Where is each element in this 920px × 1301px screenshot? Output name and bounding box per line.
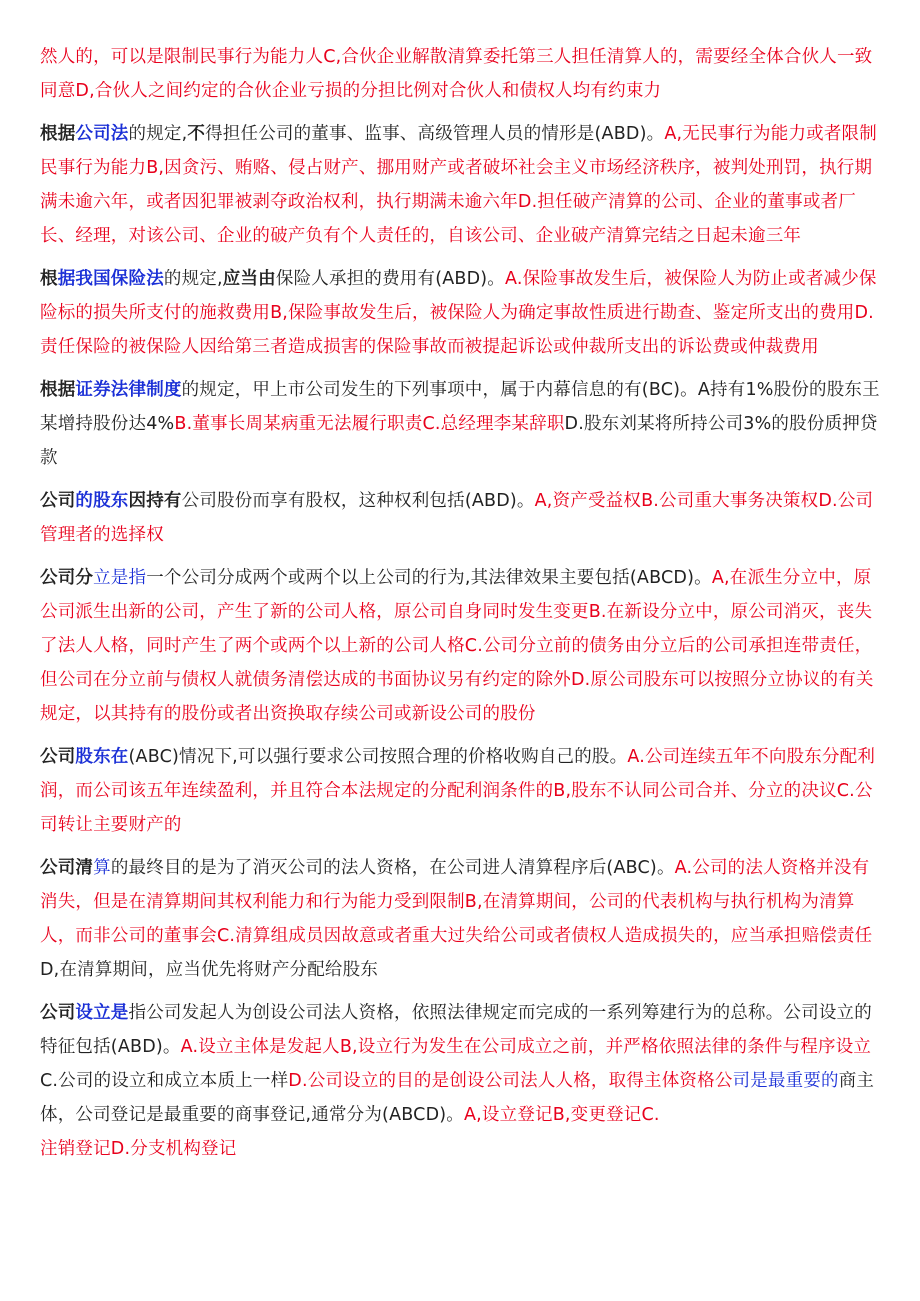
text-run: B.董事长周某病重无法履行职责C.总经理李某辞职 <box>174 414 565 434</box>
text-run: D.股东刘某将所持公司3%的股份质押贷款 <box>40 414 878 468</box>
paragraph-4 <box>40 373 884 475</box>
text-run: 公司 <box>40 491 76 511</box>
text-run: 不 <box>187 124 206 144</box>
text-run: 公司法 <box>75 124 129 144</box>
text-run: 根据 <box>40 124 76 144</box>
paragraph-3 <box>40 262 884 364</box>
text-run: A,设立登记B,变更登记C. <box>463 1105 660 1125</box>
text-run: 根 <box>40 269 58 289</box>
text-run: 设立是 <box>75 1003 129 1023</box>
document-content <box>40 40 884 1166</box>
text-run: 股东在 <box>75 747 129 767</box>
text-run: 立是指 <box>93 568 147 588</box>
text-run: 证券法律制度 <box>75 380 182 400</box>
text-run: C.公司的设立和成立本质上一样 <box>40 1071 289 1091</box>
text-run: A.设立主体是发起人B,设立行为发生在公司成立之前，并严格依照法律的条件与程序设立 <box>180 1037 872 1057</box>
text-run: 的规定, <box>163 269 223 289</box>
paragraph-2 <box>40 117 884 253</box>
paragraph-9 <box>40 996 884 1132</box>
text-run: 保险人承担的费用有(ABD)。 <box>275 269 505 289</box>
text-run: A,资产受益权B.公司重大事务决策权D.公司管理者的选择权 <box>40 491 874 545</box>
paragraph-1 <box>40 40 884 108</box>
text-run: A.公司连续五年不向股东分配利润，而公司该五年连续盈利，并且符合本法规定的分配利润条件的B,股东不认同公司合并、分立的决议C.公司转让主要财产的 <box>40 747 876 835</box>
text-run: D.公司设立的目的是创设公司法人人格，取得主体资格公 <box>288 1071 733 1091</box>
text-run: 司是最重要的 <box>732 1071 839 1091</box>
text-run: 的股东 <box>75 491 129 511</box>
text-run: 的规定, <box>128 124 188 144</box>
text-run: 商主体，公司登记是最重要的商事登记,通常分为(ABCD)。 <box>40 1071 875 1125</box>
text-run: 的最终目的是为了消灭公司的法人资格，在公司进人清算程序后(ABC)。 <box>110 858 675 878</box>
text-run: 公司 <box>40 747 76 767</box>
text-run: 得担任公司的董事、监事、高级管理人员的情形是(ABD)。 <box>205 124 665 144</box>
text-run: A.保险事故发生后，被保险人为防止或者减少保险标的损失所支付的施救费用B,保险事故发生后，被保险人为确定事故性质进行勘查、鉴定所支出的费用D.责任保险的被保险人因给第三者造成损害的保险事故而被提起诉讼或仲裁所支出的诉讼费或仲裁费用 <box>40 269 877 357</box>
text-run: A,在派生分立中，原公司派生出新的公司，产生了新的公司人格，原公司自身同时发生变更B.在新设分立中，原公司消灭，丧失了法人人格，同时产生了两个或两个以上新的公司人格C.公司分立前的债务由分立后的公司承担连带责任，但公司在分立前与债权人就债务清偿达成的书面协议另有约定的除外D.原公司股东可以按照分立协议的有关规定，以其持有的股份或者出资换取存续公司或新设公司的股份 <box>40 568 874 724</box>
text-run: 根据 <box>40 380 76 400</box>
text-run: A.公司的法人资格并没有消失，但是在清算期间其权利能力和行为能力受到限制B,在清算期间，公司的代表机构与执行机构为清算人，而非公司的董事会C.清算组成员因故意或者重大过失给公司或者债权人造成损失的，应当承担赔偿责任 <box>40 858 873 946</box>
text-run: 据我国保险法 <box>57 269 164 289</box>
text-run: 的规定，甲上市公司发生的下列事项中，属于内幕信息的有(BC)。A持有1%股份的股东王某增持股份达4% <box>40 380 880 434</box>
text-run: 公司 <box>40 1003 76 1023</box>
text-run: 指公司发起人为创设公司法人资格，依照法律规定而完成的一系列筹建行为的总称。公司设立的特征包括(ABD)。 <box>40 1003 872 1057</box>
text-run: 公司清 <box>40 858 94 878</box>
text-run: 一个公司分成两个或两个以上公司的行为,其法律效果主要包括(ABCD)。 <box>146 568 712 588</box>
text-run: 注销登记D.分支机构登记 <box>40 1139 237 1159</box>
paragraph-6 <box>40 561 884 731</box>
text-run: 公司股份而享有股权，这种权利包括(ABD)。 <box>181 491 535 511</box>
text-run: A,无民事行为能力或者限制民事行为能力B,因贪污、贿赂、侵占财产、挪用财产或者破坏社会主义市场经济秩序，被判处刑罚，执行期满未逾六年，或者因犯罪被剥夺政治权利，执行期满未逾六年D.担任破产清算的公司、企业的董事或者厂长、经理，对该公司、企业的破产负有个人责任的，自该公司、企业破产清算完结之日起未逾三年 <box>40 124 877 246</box>
paragraph-7 <box>40 740 884 842</box>
paragraph-8 <box>40 851 884 987</box>
paragraph-10 <box>40 1132 884 1166</box>
text-run: (ABC)情况下,可以强行要求公司按照合理的价格收购自己的股。 <box>128 747 628 767</box>
text-run: D,在清算期间，应当优先将财产分配给股东 <box>40 960 379 980</box>
text-run: 因持有 <box>128 491 182 511</box>
text-run: 算 <box>93 858 111 878</box>
text-run: 公司分 <box>40 568 94 588</box>
text-run: 应当由 <box>222 269 276 289</box>
text-run: 然人的，可以是限制民事行为能力人C,合伙企业解散清算委托第三人担任清算人的，需要经全体合伙人一致同意D,合伙人之间约定的合伙企业亏损的分担比例对合伙人和债权人均有约束力 <box>40 47 873 101</box>
paragraph-5 <box>40 484 884 552</box>
